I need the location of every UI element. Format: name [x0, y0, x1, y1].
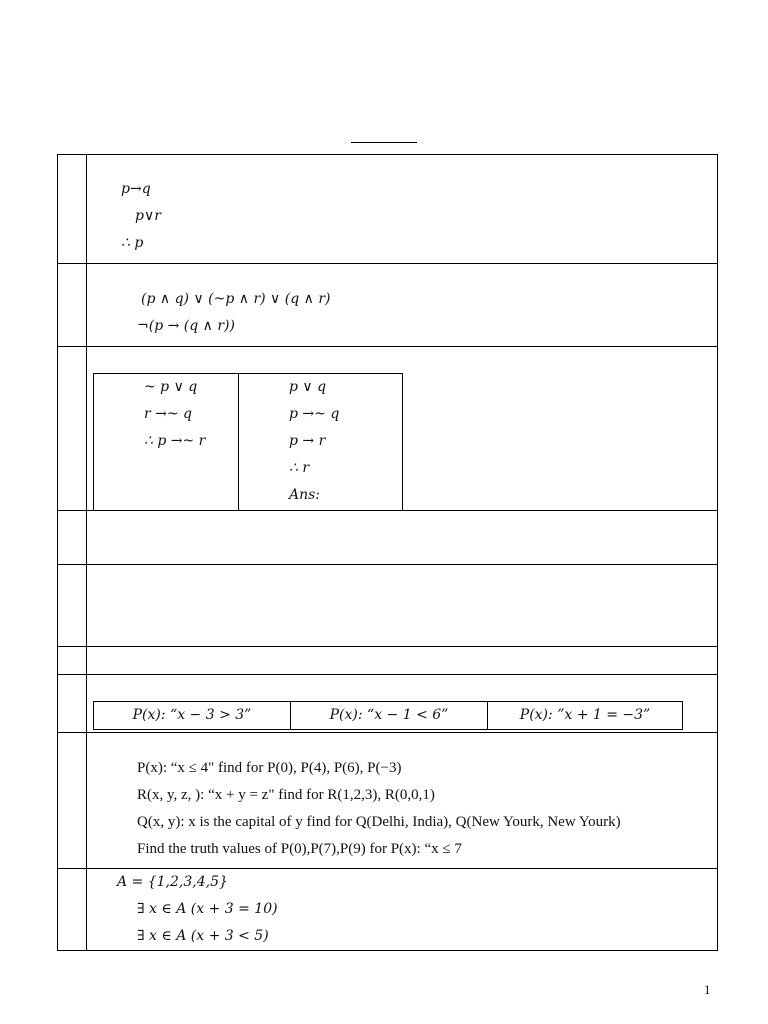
set-definition: A = {1,2,3,4,5}	[117, 874, 228, 890]
premise-line: ~ p ∨ q	[144, 379, 198, 395]
question-number-cell	[58, 675, 87, 733]
question-content	[87, 347, 718, 511]
premise-line: p ∨ q	[289, 379, 327, 395]
question-line: Q(x, y): x is the capital of y find for Q(Delhi, India), Q(New Yourk, New Yourk)	[137, 814, 621, 830]
question-line: R(x, y, z, ): “x + y = z" find for R(1,2,3), R(0,0,1)	[137, 787, 435, 803]
premise-line: r →~ q	[144, 406, 193, 422]
question-content	[87, 675, 718, 733]
question-content	[87, 869, 718, 951]
expression-line: (p ∧ q) ∨ (~p ∧ r) ∨ (q ∧ r)	[141, 291, 331, 307]
question-row-8	[58, 733, 718, 869]
question-number-cell	[58, 565, 87, 647]
expression-line: ¬(p → (q ∧ r))	[137, 318, 235, 334]
conclusion-line: ∴ p	[121, 235, 144, 251]
quantified-statement: ∃ x ∈ A (x + 3 = 10)	[137, 901, 278, 917]
question-row-6	[58, 647, 718, 675]
premise-line: p →~ q	[289, 406, 340, 422]
predicate-cell: P(x): “x − 1 < 6”	[291, 702, 488, 730]
question-row-2	[58, 264, 718, 347]
predicate-table	[93, 701, 683, 730]
premise-line: p∨r	[135, 208, 161, 224]
question-content	[87, 733, 718, 869]
question-content	[87, 155, 718, 264]
question-content	[87, 647, 718, 675]
premise-line: p→q	[121, 181, 151, 197]
predicate-cell: P(x): “x − 3 > 3”	[94, 702, 291, 730]
title-underline	[351, 142, 417, 143]
argument-left	[94, 374, 239, 510]
question-content	[87, 565, 718, 647]
question-number-cell	[58, 264, 87, 347]
question-content	[87, 511, 718, 565]
conclusion-line: ∴ p →~ r	[144, 433, 206, 449]
predicate-cell: P(x): ”x + 1 = −3”	[488, 702, 683, 730]
question-number-cell	[58, 647, 87, 675]
question-table	[57, 154, 718, 951]
conclusion-line: ∴ r	[289, 460, 310, 476]
question-number-cell	[58, 155, 87, 264]
question-line: Find the truth values of P(0),P(7),P(9) for P(x): “x ≤ 7	[137, 841, 462, 857]
question-number-cell	[58, 511, 87, 565]
answer-label: Ans:	[289, 487, 321, 503]
page-number: 1	[704, 982, 711, 997]
argument-table	[93, 373, 403, 510]
premise-line: p → r	[289, 433, 326, 449]
question-row-9	[58, 869, 718, 951]
question-row-4	[58, 511, 718, 565]
question-number-cell	[58, 733, 87, 869]
question-line: P(x): “x ≤ 4" find for P(0), P(4), P(6), P(−3)	[137, 760, 402, 776]
question-row-3	[58, 347, 718, 511]
quantified-statement: ∃ x ∈ A (x + 3 < 5)	[137, 928, 269, 944]
question-row-7	[58, 675, 718, 733]
question-number-cell	[58, 869, 87, 951]
question-row-5	[58, 565, 718, 647]
question-content	[87, 264, 718, 347]
question-number-cell	[58, 347, 87, 511]
question-row-1	[58, 155, 718, 264]
